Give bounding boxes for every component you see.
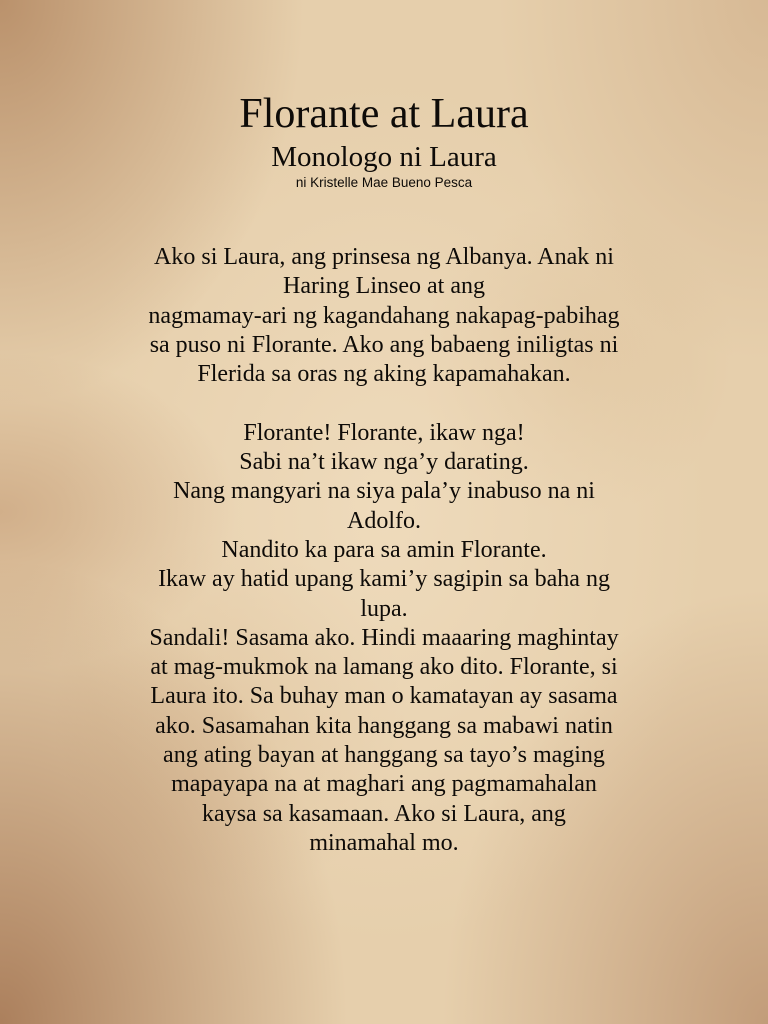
paragraph-intro bbox=[100, 243, 668, 389]
paragraph-spacer bbox=[100, 389, 668, 418]
text-line: Laura ito. Sa buhay man o kamatayan ay sasama bbox=[150, 683, 618, 710]
paragraph-monologue bbox=[100, 419, 668, 858]
text-line: at mag-mukmok na lamang ako dito. Florante, si bbox=[150, 654, 618, 681]
document-subtitle: Monologo ni Laura bbox=[271, 141, 497, 173]
text-line: mapayapa na at maghari ang pagmamahalan bbox=[171, 771, 597, 798]
text-line: Flerida sa oras ng aking kapamahakan. bbox=[197, 361, 571, 388]
author-byline: ni Kristelle Mae Bueno Pesca bbox=[295, 175, 473, 190]
text-line: Florante! Florante, ikaw nga! bbox=[243, 419, 525, 446]
text-line: ang ating bayan at hanggang sa tayo’s maging bbox=[163, 742, 605, 769]
text-line: lupa. bbox=[360, 595, 408, 622]
text-line: Nandito ka para sa amin Florante. bbox=[221, 536, 547, 563]
text-line: Ikaw ay hatid upang kami’y sagipin sa baha ng bbox=[158, 566, 610, 593]
text-line: Haring Linseo at ang bbox=[283, 273, 485, 300]
text-line: Adolfo. bbox=[347, 507, 421, 534]
document-title: Florante at Laura bbox=[239, 91, 529, 137]
text-line: minamahal mo. bbox=[309, 829, 459, 856]
text-line: Sabi na’t ikaw nga’y darating. bbox=[239, 449, 529, 476]
text-line: kaysa sa kasamaan. Ako si Laura, ang bbox=[202, 800, 566, 827]
text-line: sa puso ni Florante. Ako ang babaeng iniligtas ni bbox=[149, 331, 619, 358]
text-line: Ako si Laura, ang prinsesa ng Albanya. Anak ni bbox=[154, 244, 614, 270]
text-line: ako. Sasamahan kita hanggang sa mabawi natin bbox=[155, 712, 613, 739]
text-line: nagmamay-ari ng kagandahang nakapag-pabihag bbox=[148, 302, 620, 329]
monologue-body bbox=[100, 243, 668, 858]
text-line: Nang mangyari na siya pala’y inabuso na ni bbox=[173, 478, 595, 505]
text-line: Sandali! Sasama ako. Hindi maaaring maghintay bbox=[149, 624, 619, 651]
